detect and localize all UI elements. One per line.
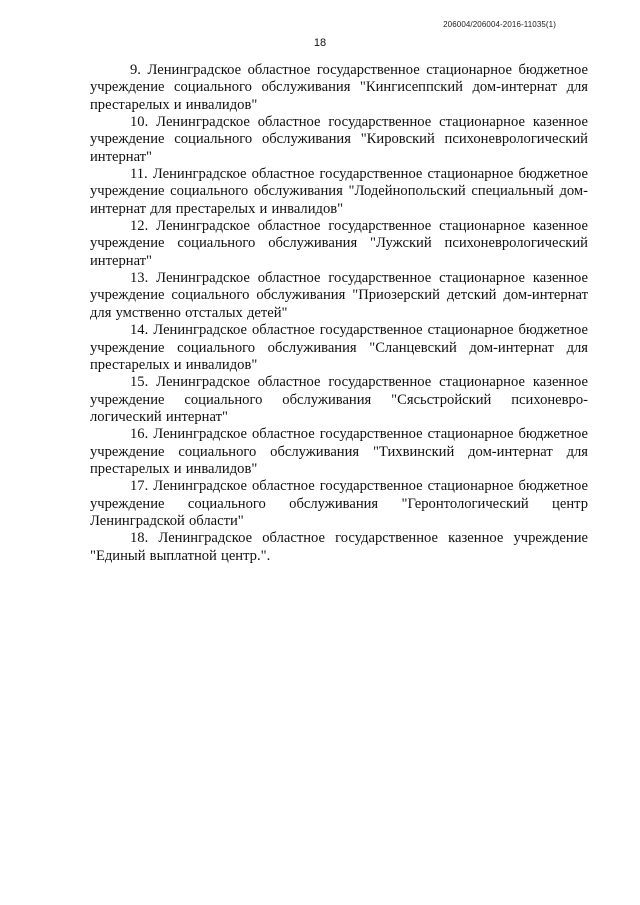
list-item-9: 9. Ленинградское областное государственное стационарное бюджетное учреждение социального обслуживания "Кингисеппский дом-интернат для престарелых и инвалидов" (90, 62, 588, 113)
list-item-16: 16. Ленинградское областное государственное стационарное бюджетное учреждение социального обслуживания "Тихвинский дом-интернат для престарелых и инвалидов" (90, 426, 588, 477)
list-item-17: 17. Ленинградское областное государственное стационарное бюджетное учреждение социального обслуживания "Геронтологический центр Ленинградской области" (90, 478, 588, 529)
list-item-10: 10. Ленинградское областное государственное стационарное казенное учреждение социального обслуживания "Кировский психоневрологический интернат" (90, 114, 588, 165)
list-item-15: 15. Ленинградское областное государственное стационарное казенное учреждение социального обслуживания "Сясьстройский психоневро-логический интернат" (90, 374, 588, 425)
list-item-13: 13. Ленинградское областное государственное стационарное казенное учреждение социального обслуживания "Приозерский детский дом-интернат для умственно отсталых детей" (90, 270, 588, 321)
document-id: 206004/206004-2016-11035(1) (443, 20, 556, 29)
institution-list (90, 62, 588, 565)
list-item-14: 14. Ленинградское областное государственное стационарное бюджетное учреждение социального обслуживания "Сланцевский дом-интернат для престарелых и инвалидов" (90, 322, 588, 373)
list-item-12: 12. Ленинградское областное государственное стационарное казенное учреждение социального обслуживания "Лужский психоневрологический интернат" (90, 218, 588, 269)
list-item-11: 11. Ленинградское областное государственное стационарное бюджетное учреждение социального обслуживания "Лодейнопольский специальный дом-интернат для престарелых и инвалидов" (90, 166, 588, 217)
list-item-18: 18. Ленинградское областное государственное казенное учреждение "Единый выплатной центр.". (90, 530, 588, 564)
page-number: 18 (313, 37, 327, 49)
